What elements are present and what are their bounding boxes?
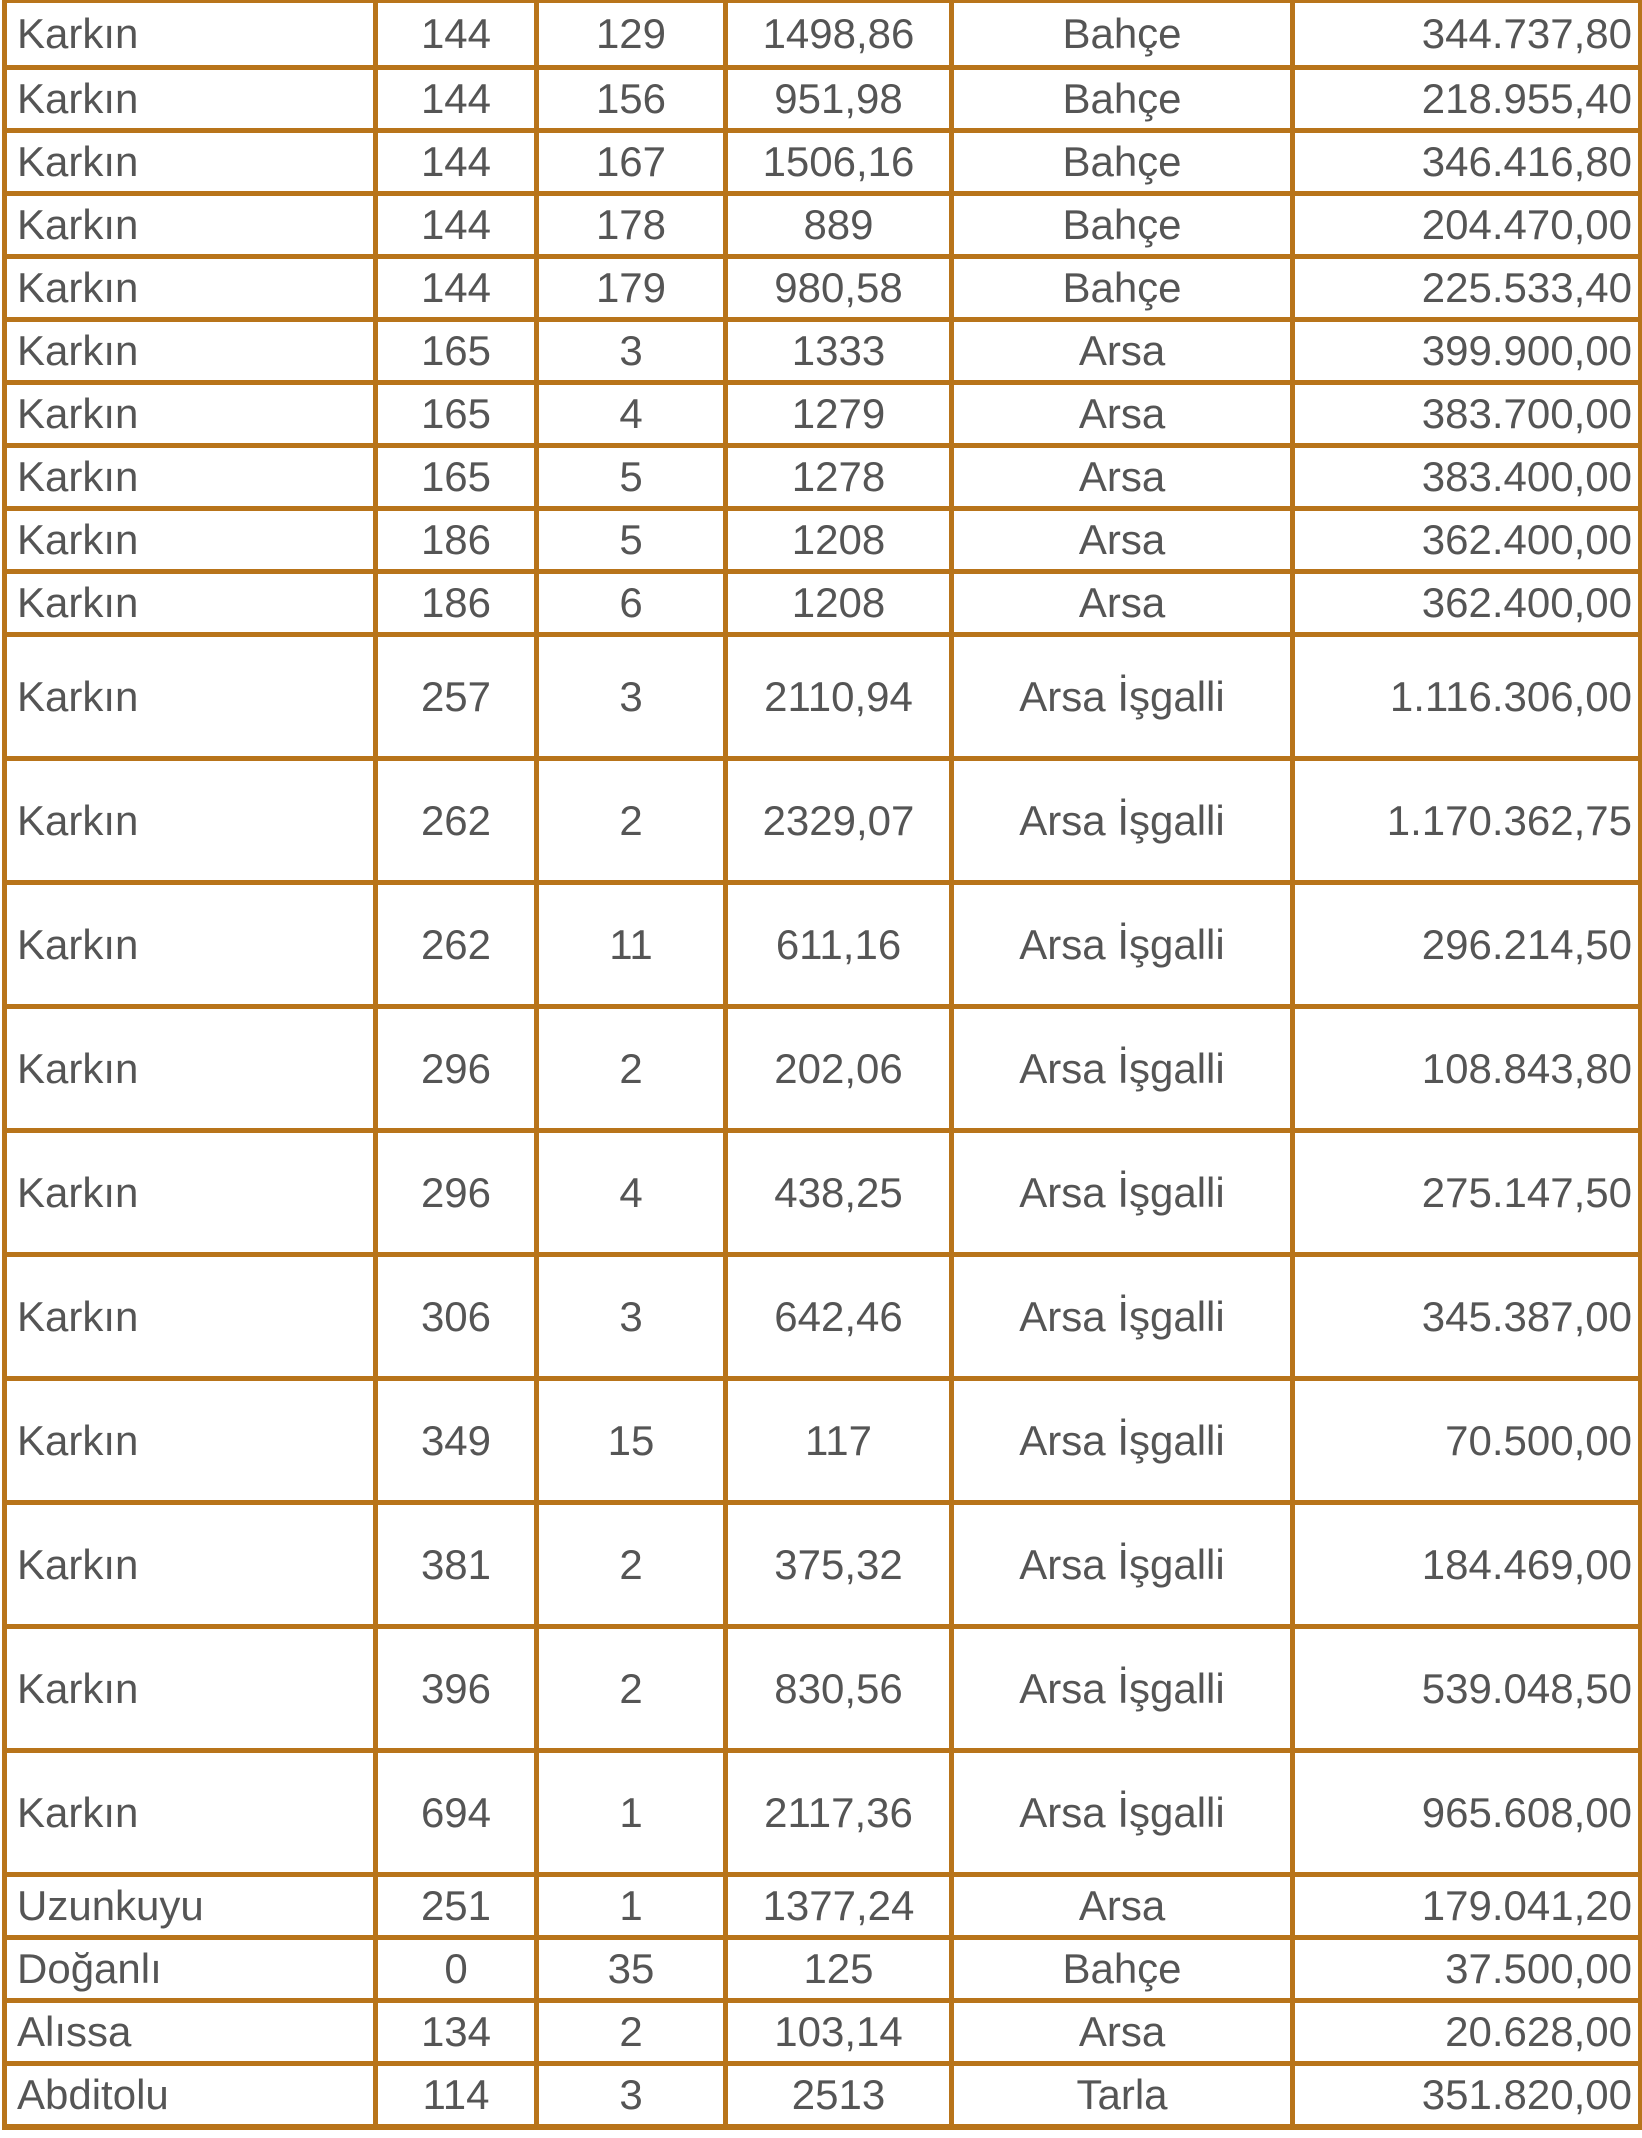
- cell-area: 2329,07: [726, 759, 952, 883]
- cell-location: Karkın: [5, 1627, 376, 1751]
- cell-value: 296.214,50: [1293, 883, 1641, 1007]
- cell-ada: 144: [376, 131, 537, 194]
- cell-parsel: 35: [537, 1938, 726, 2001]
- cell-value: 383.400,00: [1293, 446, 1641, 509]
- property-table: [2, 0, 1642, 2130]
- table-row: [5, 68, 1641, 131]
- cell-location: Alıssa: [5, 2001, 376, 2064]
- cell-type: Bahçe: [952, 131, 1293, 194]
- cell-area: 1278: [726, 446, 952, 509]
- cell-type: Bahçe: [952, 1938, 1293, 2001]
- cell-parsel: 1: [537, 1875, 726, 1938]
- table-row: [5, 383, 1641, 446]
- table-row: [5, 320, 1641, 383]
- cell-type: Arsa İşgalli: [952, 1627, 1293, 1751]
- cell-parsel: 2: [537, 759, 726, 883]
- cell-area: 980,58: [726, 257, 952, 320]
- cell-type: Bahçe: [952, 2, 1293, 68]
- cell-type: Arsa İşgalli: [952, 1751, 1293, 1875]
- cell-area: 103,14: [726, 2001, 952, 2064]
- cell-value: 362.400,00: [1293, 509, 1641, 572]
- cell-type: Arsa İşgalli: [952, 1379, 1293, 1503]
- table-row: [5, 2064, 1641, 2127]
- cell-value: 1.170.362,75: [1293, 759, 1641, 883]
- table-row: [5, 1255, 1641, 1379]
- cell-type: Arsa İşgalli: [952, 883, 1293, 1007]
- cell-area: 642,46: [726, 1255, 952, 1379]
- cell-parsel: 5: [537, 509, 726, 572]
- cell-location: Karkın: [5, 1007, 376, 1131]
- cell-value: 346.416,80: [1293, 131, 1641, 194]
- table-row: [5, 883, 1641, 1007]
- cell-type: Arsa İşgalli: [952, 1255, 1293, 1379]
- cell-ada: 296: [376, 1007, 537, 1131]
- cell-type: Arsa: [952, 446, 1293, 509]
- table-row: [5, 194, 1641, 257]
- cell-ada: 262: [376, 883, 537, 1007]
- cell-parsel: 2: [537, 1007, 726, 1131]
- cell-parsel: 4: [537, 1131, 726, 1255]
- cell-area: 1506,16: [726, 131, 952, 194]
- cell-ada: 165: [376, 383, 537, 446]
- cell-parsel: 3: [537, 1255, 726, 1379]
- cell-area: 2513: [726, 2064, 952, 2127]
- cell-location: Karkın: [5, 1379, 376, 1503]
- cell-location: Karkın: [5, 635, 376, 759]
- cell-parsel: 3: [537, 2064, 726, 2127]
- cell-ada: 257: [376, 635, 537, 759]
- cell-location: Karkın: [5, 1751, 376, 1875]
- cell-type: Arsa: [952, 1875, 1293, 1938]
- cell-parsel: 179: [537, 257, 726, 320]
- table-row: [5, 1379, 1641, 1503]
- cell-value: 70.500,00: [1293, 1379, 1641, 1503]
- cell-ada: 114: [376, 2064, 537, 2127]
- cell-parsel: 2: [537, 1503, 726, 1627]
- cell-value: 108.843,80: [1293, 1007, 1641, 1131]
- cell-type: Arsa İşgalli: [952, 1007, 1293, 1131]
- cell-area: 830,56: [726, 1627, 952, 1751]
- cell-value: 184.469,00: [1293, 1503, 1641, 1627]
- cell-ada: 396: [376, 1627, 537, 1751]
- table-row: [5, 509, 1641, 572]
- table-row: [5, 1627, 1641, 1751]
- cell-ada: 186: [376, 509, 537, 572]
- cell-parsel: 129: [537, 2, 726, 68]
- cell-area: 1279: [726, 383, 952, 446]
- cell-value: 204.470,00: [1293, 194, 1641, 257]
- cell-parsel: 178: [537, 194, 726, 257]
- cell-type: Bahçe: [952, 194, 1293, 257]
- cell-area: 1377,24: [726, 1875, 952, 1938]
- cell-value: 37.500,00: [1293, 1938, 1641, 2001]
- cell-parsel: 2: [537, 2001, 726, 2064]
- cell-location: Karkın: [5, 883, 376, 1007]
- cell-ada: 296: [376, 1131, 537, 1255]
- cell-area: 889: [726, 194, 952, 257]
- cell-location: Karkın: [5, 2, 376, 68]
- table-row: [5, 635, 1641, 759]
- cell-ada: 186: [376, 572, 537, 635]
- cell-type: Arsa: [952, 509, 1293, 572]
- cell-type: Arsa: [952, 2001, 1293, 2064]
- cell-ada: 694: [376, 1751, 537, 1875]
- cell-ada: 144: [376, 194, 537, 257]
- table-row: [5, 2001, 1641, 2064]
- cell-type: Bahçe: [952, 68, 1293, 131]
- cell-location: Karkın: [5, 509, 376, 572]
- cell-parsel: 5: [537, 446, 726, 509]
- cell-area: 611,16: [726, 883, 952, 1007]
- cell-area: 117: [726, 1379, 952, 1503]
- cell-area: 1208: [726, 572, 952, 635]
- cell-area: 1208: [726, 509, 952, 572]
- cell-area: 1498,86: [726, 2, 952, 68]
- table-row: [5, 131, 1641, 194]
- cell-location: Karkın: [5, 1255, 376, 1379]
- table-row: [5, 1503, 1641, 1627]
- cell-value: 179.041,20: [1293, 1875, 1641, 1938]
- cell-parsel: 3: [537, 320, 726, 383]
- cell-value: 965.608,00: [1293, 1751, 1641, 1875]
- table-row: [5, 2, 1641, 68]
- cell-value: 218.955,40: [1293, 68, 1641, 131]
- cell-ada: 165: [376, 446, 537, 509]
- cell-value: 383.700,00: [1293, 383, 1641, 446]
- cell-ada: 306: [376, 1255, 537, 1379]
- cell-ada: 349: [376, 1379, 537, 1503]
- cell-area: 2110,94: [726, 635, 952, 759]
- cell-location: Doğanlı: [5, 1938, 376, 2001]
- cell-parsel: 167: [537, 131, 726, 194]
- table-row: [5, 759, 1641, 883]
- cell-parsel: 2: [537, 1627, 726, 1751]
- cell-ada: 144: [376, 2, 537, 68]
- table-row: [5, 1131, 1641, 1255]
- cell-location: Karkın: [5, 257, 376, 320]
- cell-type: Tarla: [952, 2064, 1293, 2127]
- cell-location: Karkın: [5, 572, 376, 635]
- cell-area: 1333: [726, 320, 952, 383]
- cell-location: Karkın: [5, 1503, 376, 1627]
- cell-parsel: 6: [537, 572, 726, 635]
- cell-type: Arsa İşgalli: [952, 759, 1293, 883]
- cell-location: Uzunkuyu: [5, 1875, 376, 1938]
- cell-value: 275.147,50: [1293, 1131, 1641, 1255]
- cell-parsel: 156: [537, 68, 726, 131]
- table-row: [5, 257, 1641, 320]
- cell-parsel: 11: [537, 883, 726, 1007]
- cell-location: Karkın: [5, 1131, 376, 1255]
- cell-ada: 381: [376, 1503, 537, 1627]
- cell-ada: 144: [376, 68, 537, 131]
- cell-location: Karkın: [5, 446, 376, 509]
- table-row: [5, 1938, 1641, 2001]
- cell-location: Karkın: [5, 383, 376, 446]
- cell-type: Bahçe: [952, 257, 1293, 320]
- cell-value: 399.900,00: [1293, 320, 1641, 383]
- cell-value: 1.116.306,00: [1293, 635, 1641, 759]
- cell-value: 345.387,00: [1293, 1255, 1641, 1379]
- cell-value: 225.533,40: [1293, 257, 1641, 320]
- cell-area: 202,06: [726, 1007, 952, 1131]
- cell-area: 125: [726, 1938, 952, 2001]
- table-row: [5, 446, 1641, 509]
- cell-type: Arsa İşgalli: [952, 635, 1293, 759]
- cell-area: 2117,36: [726, 1751, 952, 1875]
- cell-ada: 251: [376, 1875, 537, 1938]
- cell-value: 20.628,00: [1293, 2001, 1641, 2064]
- cell-area: 951,98: [726, 68, 952, 131]
- cell-ada: 262: [376, 759, 537, 883]
- cell-parsel: 1: [537, 1751, 726, 1875]
- cell-parsel: 4: [537, 383, 726, 446]
- cell-ada: 165: [376, 320, 537, 383]
- cell-parsel: 15: [537, 1379, 726, 1503]
- cell-location: Karkın: [5, 759, 376, 883]
- cell-parsel: 3: [537, 635, 726, 759]
- cell-value: 362.400,00: [1293, 572, 1641, 635]
- cell-value: 539.048,50: [1293, 1627, 1641, 1751]
- cell-area: 375,32: [726, 1503, 952, 1627]
- cell-ada: 134: [376, 2001, 537, 2064]
- cell-location: Abditolu: [5, 2064, 376, 2127]
- cell-type: Arsa: [952, 320, 1293, 383]
- cell-location: Karkın: [5, 131, 376, 194]
- cell-value: 351.820,00: [1293, 2064, 1641, 2127]
- cell-location: Karkın: [5, 194, 376, 257]
- cell-ada: 0: [376, 1938, 537, 2001]
- table-row: [5, 1751, 1641, 1875]
- table-row: [5, 1875, 1641, 1938]
- cell-area: 438,25: [726, 1131, 952, 1255]
- table-row: [5, 572, 1641, 635]
- cell-type: Arsa: [952, 572, 1293, 635]
- table-row: [5, 1007, 1641, 1131]
- cell-type: Arsa İşgalli: [952, 1503, 1293, 1627]
- cell-type: Arsa İşgalli: [952, 1131, 1293, 1255]
- cell-location: Karkın: [5, 320, 376, 383]
- cell-type: Arsa: [952, 383, 1293, 446]
- cell-location: Karkın: [5, 68, 376, 131]
- property-table-body: [5, 2, 1641, 2127]
- cell-ada: 144: [376, 257, 537, 320]
- cell-value: 344.737,80: [1293, 2, 1641, 68]
